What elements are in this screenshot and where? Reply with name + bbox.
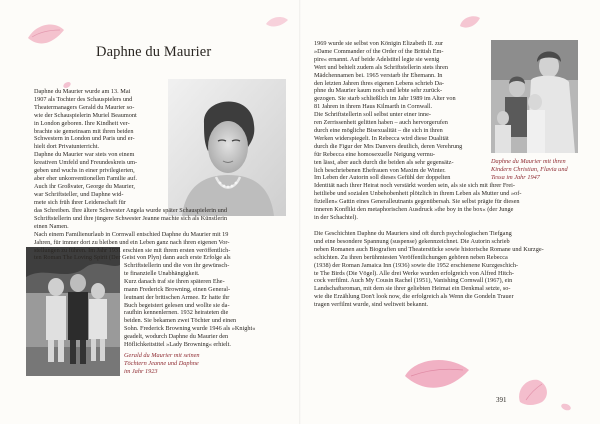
petal-top-center-icon (265, 15, 289, 29)
right-upper-text: 1969 wurde sie selbst von Königin Elizabeth II. zur »Dame Commander of the Order of the British Em- pire« ernannt. Auf beide Adelstitel legte sie wenig Wert und behielt zudem als Schriftstellerin stets ihren Mädchennamen bei. 1965 verstarb ihr Ehemann. In den letzten Jahren ihres eigenen Lebens schrieb Da- phne du Maurier kaum noch und lebte sehr zurück- gezogen. Sie starb schließlich im Jahr 1989 im Alter von 81 Jahren in ihrem Haus Kilmarth in Cornwall. Die Schriftstellerin soll selbst unter einer inne- ren Zerrissenheit gelitten haben – auch hervorgerufen durch eine mögliche Bisexualität – die sich in ihren Werken widerspiegelt. In Rebecca wird diese Dualität durch die Figur der Mrs Danvers deutlich, deren Verehrung für Rebecca eine homosexuelle Neigung vermu- ten lässt, aber auch durch die beiden als sehr gegensätz- lich beschriebenen Ehefrauen von Maxim de Winter. Im Leben der Autorin soll dieses Gefühl der doppelten (314, 40, 463, 182)
page-gutter (299, 0, 301, 424)
right-wide-text: Identität nach ihrer Heirat noch verstärkt worden sein, als sie sich mit ihrer Frei- heitliebe und sozialen Unbehobenheit plötzlich in ihrem Leben als Mutter und »of- fiziellen« Gattin eines Generalleutnants gegenübersah. Sie selbst prägte für diesen inneren Konflikt den metaphorischen Ausdruck »the boy in the box« (der Junge in der Schachtel). (314, 182, 522, 221)
left-wide-text: das Schreiben. Ihre ältere Schwester Angela wurde später Schauspielerin und Schriftstellerin und ihre jüngere Schwester Jeanne machte sich als Künstlerin einen Namen. Nach einem Familienurlaub in Cornwall entschied Daphne du Maurier mit 19 Jahren, für immer dort zu bleiben und ein Leben ganz nach ihren eigenen Vor- stellungen zu führen. Im Jahr 1931 erschien sie mit ihrem ersten veröffentlich- ten Roman The Loving Spirit (Der Geist von Plyn) dann auch erste Erfolge als (34, 207, 231, 262)
right-photo-caption: Daphne du Maurier mit ihren Kindern Christian, Flavia und Tessa im Jahr 1947 (491, 158, 568, 181)
page-number: 391 (496, 396, 507, 404)
left-intro-text: Daphne du Maurier wurde am 13. Mai 1907 als Tochter des Schauspielers und Theatermanagers Gerald du Maurier so- wie der Schauspielerin Muriel Beaumont in London geboren. Ihre Kindheit ver- brachte sie gemeinsam mit ihren beiden Schwestern in London und Paris und er- hielt dort Privatunterricht. Daphne du Maurier war stets von einem kreativen Umfeld und Freundeskreis um- geben und wuchs in einer privilegierten, aber eher unkonventionellen Familie auf. Auch ihr Großvater, George du Maurier, war Schriftsteller, und Daphne wid- mete sich früh ihrer Leidenschaft für (34, 88, 138, 206)
petal-bottom-center-icon (403, 356, 471, 396)
petal-top-right-icon (458, 14, 482, 30)
right-lower-text: Die Geschichten Daphne du Mauriers sind oft durch psychologischen Tiefgang und eine besondere Spannung (suspense) gekennzeichnet. Die Autorin schrieb neben Romanen auch Biografien und Theaterstücke sowie historische Romane und Kurzge- schichten. Zu ihren berühmtesten Veröffentlichungen gehören neben Rebecca (1938) der Roman Jamaica Inn (1936) sowie die 1952 erschienene Kurzgeschich- te The Birds (Die Vögel). Alle drei Werke wurden erfolgreich von Alfred Hitch- cock verfilmt. Auch My Cousin Rachel (1951), Vanishing Cornwall (1967), ein Landschaftsroman, mit dem sie ihrer geliebten Heimat ein Denkmal setzte, so- wie die Erzählung Don't look now, die erfolgreich als Wenn die Gondeln Trauer tragen verfilmt wurde, sind weltweit bekannt. (314, 230, 544, 309)
father-daughters-photo (26, 247, 120, 376)
page-title: Daphne du Maurier (96, 44, 212, 60)
petal-top-left-icon (26, 22, 66, 52)
petal-bottom-right-small-icon (560, 402, 572, 412)
portrait-photo (168, 79, 286, 216)
petal-bottom-right-icon (516, 378, 550, 406)
left-photo-caption: Gerald du Maurier mit seinen Töchtern Jeanne und Daphne im Jahr 1923 (124, 352, 200, 375)
family-photo (491, 40, 578, 153)
left-lower-text: Schriftstellerin und die von ihr gewünsch- te finanzielle Unabhängigkeit. Kurz danach traf sie ihren späteren Ehe- mann Frederick Browning, einen General- leutnant der britischen Armee. Er hatte ihr Buch begeistert gelesen und wollte sie da- raufhin kennenlernen. 1932 heirateten die beiden. Sie bekamen zwei Töchter und einen Sohn. Frederick Browning wurde 1946 als »Knight« geadelt, wodurch Daphne du Maurier den Höflichkeitstitel »Lady Browning« erhielt. (124, 262, 256, 349)
